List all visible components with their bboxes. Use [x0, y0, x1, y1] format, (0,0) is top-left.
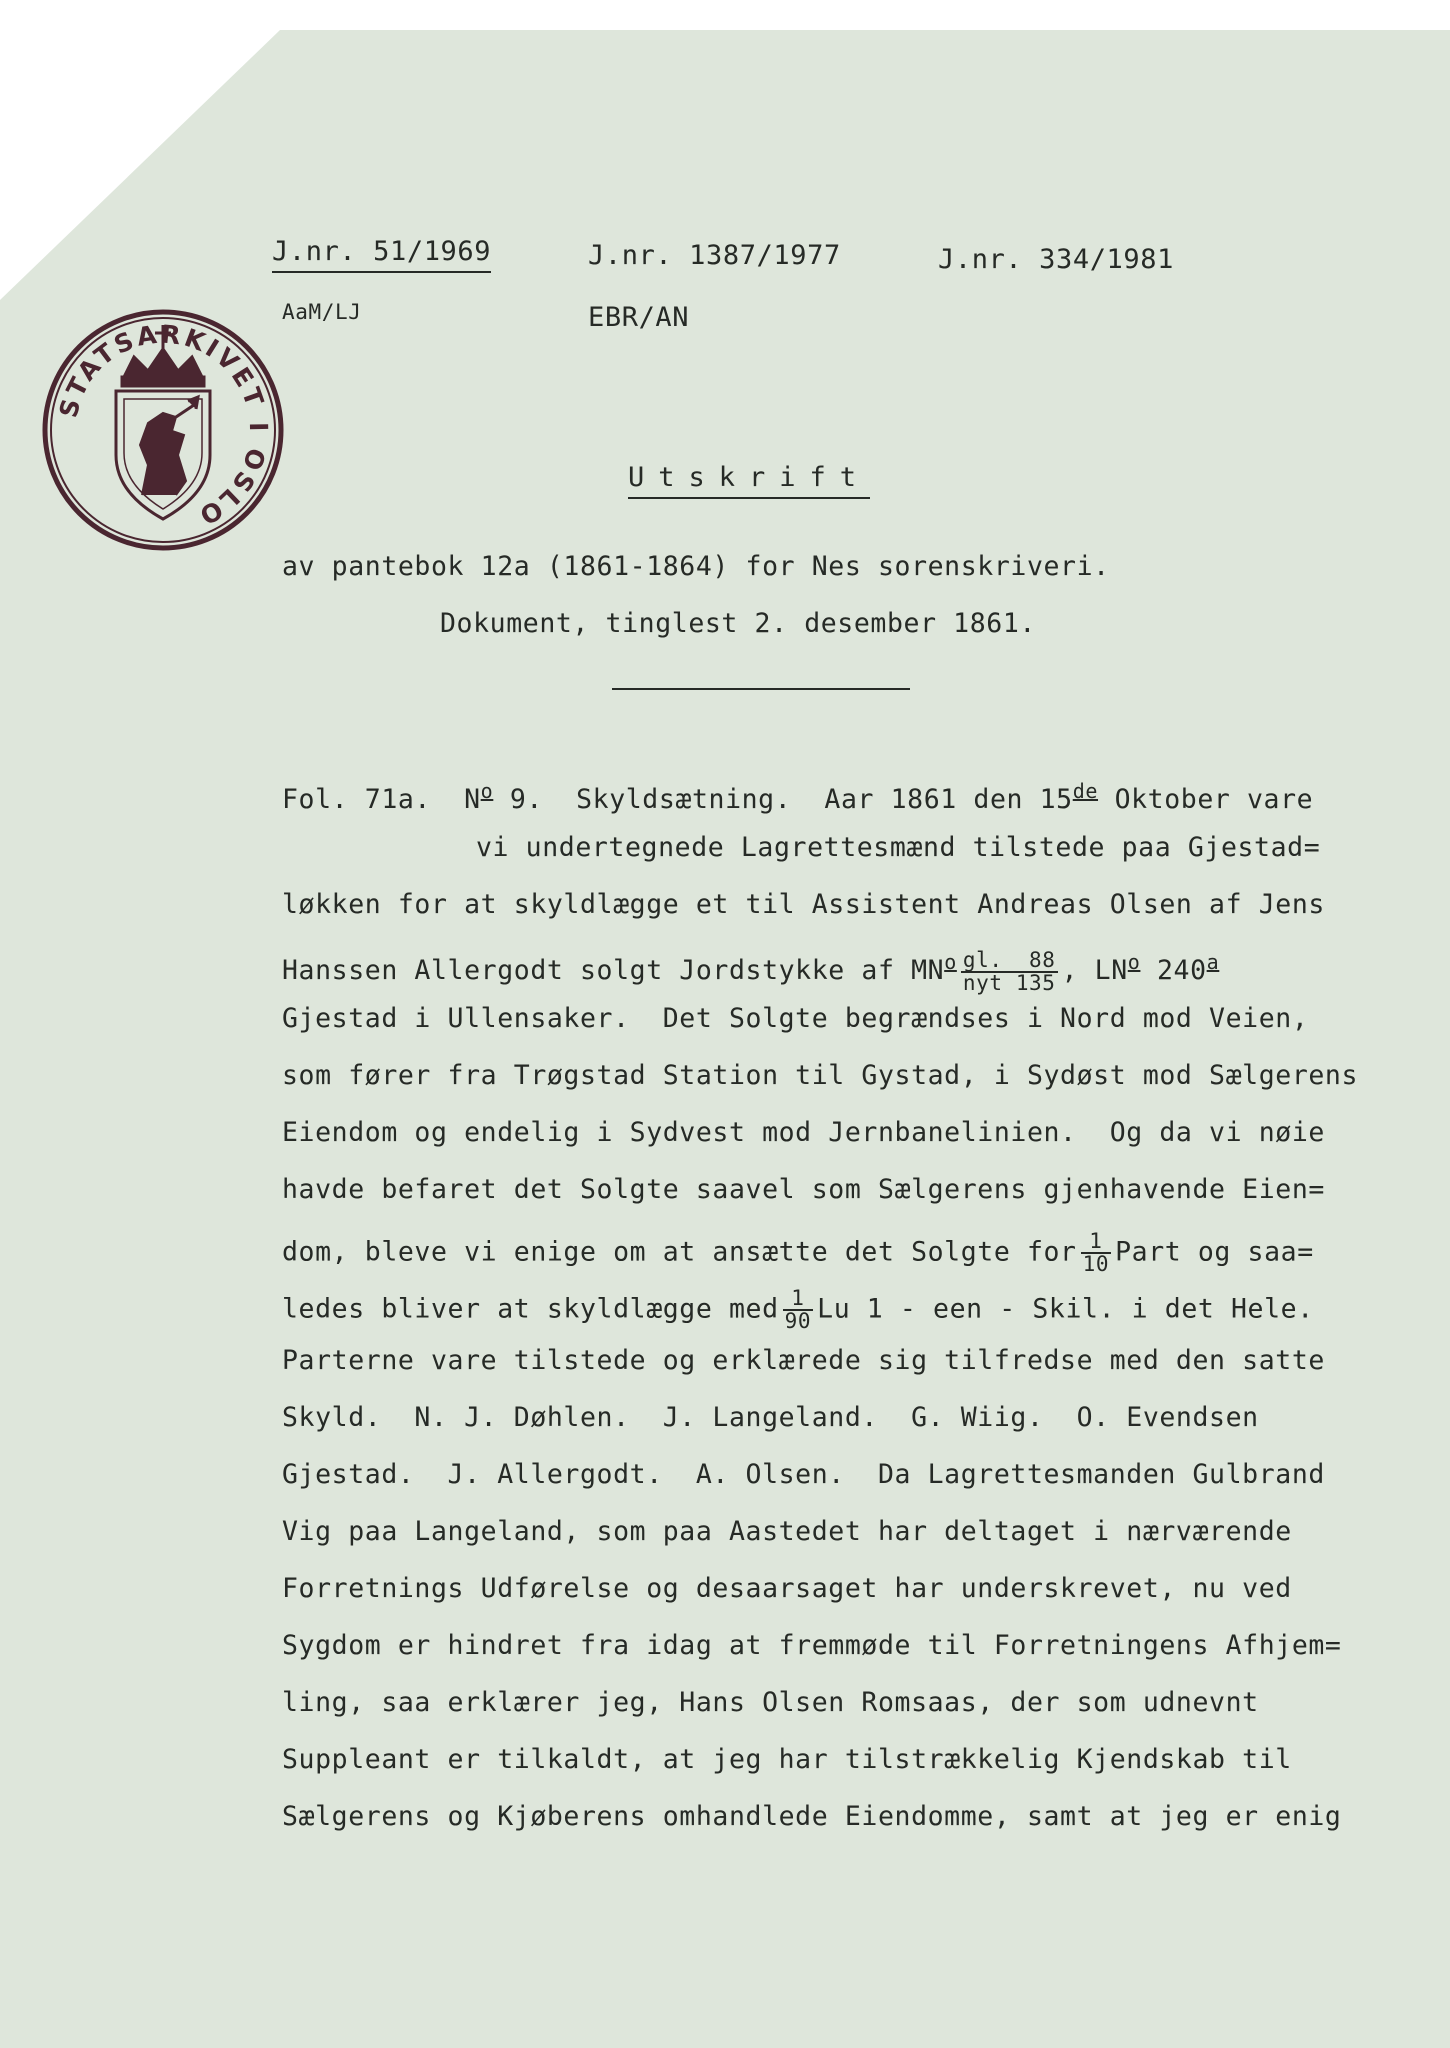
body-line-16: Sygdom er hindret fra idag at fremmøde til Forretningens Afhjem=	[282, 1630, 1342, 1661]
page-title: Utskrift	[628, 462, 870, 499]
body-line-4: Hanssen Allergodt solgt Jordstykke af $MN^o$ $\frac{gl. 88}{\text{nyt 135}}$ , $LN^o$ 240$^a$	[282, 947, 1220, 995]
initials-aam-lj: AaM/LJ	[282, 300, 362, 324]
body-line-15: Forretnings Udførelse og desaarsaget har underskrevet, nu ved	[282, 1573, 1292, 1604]
archive-stamp	[38, 305, 288, 555]
body-line-12: Skyld. N. J. Døhlen. J. Langeland. G. Wiig. O. Evendsen	[282, 1402, 1259, 1433]
body-line-2: vi undertegnede Lagrettesmænd tilstede paa Gjestad=	[476, 832, 1321, 863]
fraction-matrikkel: $\frac{gl. 88}{\text{nyt 135}}$	[962, 947, 1056, 995]
body-line-3: løkken for at skyldlægge et til Assistent Andreas Olsen af Jens	[282, 889, 1325, 920]
body-line-9: dom, bleve vi enige om at ansætte det Solgte for $\frac{1}{10}$ Part og saa=	[282, 1229, 1314, 1276]
body-line-14: Vig paa Langeland, som paa Aastedet har deltaget i nærværende	[282, 1516, 1292, 1547]
fraction-one-ninetieth: $\frac{1}{90}$	[784, 1286, 812, 1333]
initials-ebr-an: EBR/AN	[588, 302, 690, 333]
body-line-11: Parterne vare tilstede og erklærede sig tilfredse med den satte	[282, 1345, 1325, 1376]
title-divider	[612, 688, 910, 690]
journal-ref-1977: J.nr. 1387/1977	[588, 240, 841, 271]
body-line-5: Gjestad i Ullensaker. Det Solgte begrændses i Nord mod Veien,	[282, 1003, 1309, 1034]
fraction-one-tenth: $\frac{1}{10}$	[1082, 1229, 1110, 1276]
body-line-1: Fol. 71a. $N^o$ 9. Skyldsætning. Aar 1861 den 15de Oktober vare	[282, 779, 1314, 815]
body-line-8: havde befaret det Solgte saavel som Sælgerens gjenhavende Eien=	[282, 1174, 1325, 1205]
body-line-17: ling, saa erklærer jeg, Hans Olsen Romsaas, der som udnevnt	[282, 1687, 1259, 1718]
body-line-18: Suppleant er tilkaldt, at jeg har tilstrækkelig Kjendskab til	[282, 1744, 1292, 1775]
body-line-7: Eiendom og endelig i Sydvest mod Jernbanelinien. Og da vi nøie	[282, 1117, 1325, 1148]
body-line-10: ledes bliver at skyldlægge med $\frac{1}{90}$ Lu 1 - een - Skil. i det Hele.	[282, 1286, 1314, 1333]
stamp-text: STATSARKIVET I OSLO	[53, 319, 274, 532]
journal-ref-1981: J.nr. 334/1981	[938, 244, 1174, 275]
body-line-13: Gjestad. J. Allergodt. A. Olsen. Da Lagrettesmanden Gulbrand	[282, 1459, 1325, 1490]
subtitle-registered: Dokument, tinglest 2. desember 1861.	[440, 608, 1036, 639]
body-line-6: som fører fra Trøgstad Station til Gystad, i Sydøst mod Sælgerens	[282, 1060, 1359, 1091]
body-line-19: Sælgerens og Kjøberens omhandlede Eiendomme, samt at jeg er enig	[282, 1801, 1342, 1832]
journal-ref-1969: J.nr. 51/1969	[272, 236, 491, 273]
subtitle-source: av pantebok 12a (1861-1864) for Nes sorenskriveri.	[282, 551, 1110, 582]
